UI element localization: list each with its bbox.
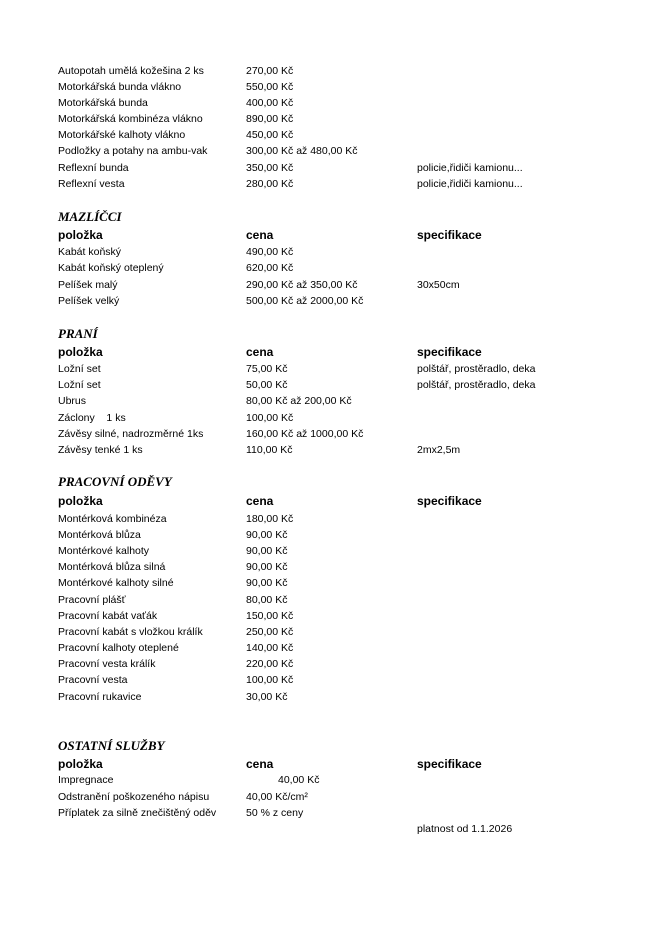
item-spec: 30x50cm [417,279,460,291]
list-item [0,543,666,559]
item-price: 550,00 Kč [246,81,294,93]
column-header-price: cena [246,757,274,771]
item-name: Motorkářská kombinéza vlákno [58,113,203,125]
list-item [0,393,666,409]
list-item [0,176,666,192]
validity-row [0,821,666,837]
list-item [0,361,666,377]
item-price: 40,00 Kč/cm² [246,791,308,803]
item-price: 90,00 Kč [246,545,288,557]
item-name: Ložní set [58,379,101,391]
column-header-item: položka [58,345,103,359]
item-name: Závěsy tenké 1 ks [58,444,143,456]
item-price: 40,00 Kč [278,774,320,786]
list-item [0,592,666,608]
item-name: Ložní set [58,363,101,375]
item-name: Kabát koňský [58,246,122,258]
column-header-spec: specifikace [417,494,482,508]
item-spec: polštář, prostěradlo, deka [417,379,536,391]
list-item [0,656,666,672]
item-name: Pracovní kabát s vložkou králík [58,626,203,638]
list-item [0,608,666,624]
list-item [0,410,666,426]
column-header-spec: specifikace [417,757,482,771]
item-price: 270,00 Kč [246,65,294,77]
item-price: 140,00 Kč [246,642,294,654]
item-name: Montérková blůza [58,529,141,541]
list-item [0,689,666,705]
item-name: Pracovní plášť [58,594,126,606]
list-item [0,127,666,143]
item-name: Montérková kombinéza [58,513,167,525]
item-price: 110,00 Kč [246,444,293,456]
list-item [0,377,666,393]
item-price: 90,00 Kč [246,561,288,573]
item-price: 80,00 Kč až 200,00 Kč [246,395,352,407]
item-name: Ubrus [58,395,87,407]
item-price: 350,00 Kč [246,162,294,174]
column-header-spec: specifikace [417,228,482,242]
item-price: 620,00 Kč [246,262,294,274]
item-price: 490,00 Kč [246,246,294,258]
list-item [0,442,666,458]
item-spec: 2mx2,5m [417,444,461,456]
validity-note: platnost od 1.1.2026 [417,823,513,835]
item-name: Pracovní kalhoty oteplené [58,642,179,654]
list-item [0,426,666,442]
item-name: Motorkářská bunda vlákno [58,81,182,93]
item-name: Pracovní vesta králík [58,658,156,670]
section-title-mazlicci: MAZLÍČCI [58,209,122,224]
column-header-row [0,493,666,509]
list-item [0,160,666,176]
item-name: Závěsy silné, nadrozměrné 1ks [58,428,204,440]
item-name: Montérkové kalhoty [58,545,150,557]
list-item [0,624,666,640]
list-item [0,672,666,688]
item-price: 160,00 Kč až 1000,00 Kč [246,428,364,440]
list-item [0,79,666,95]
item-name: Záclony 1 ks [58,412,126,424]
item-price: 75,00 Kč [246,363,288,375]
list-item [0,244,666,260]
item-name: Kabát koňský oteplený [58,262,164,274]
item-name: Montérková blůza silná [58,561,166,573]
item-price: 50,00 Kč [246,379,288,391]
column-header-item: položka [58,494,103,508]
item-price: 180,00 Kč [246,513,294,525]
list-item [0,640,666,656]
item-price: 450,00 Kč [246,129,294,141]
item-name: Příplatek za silně znečištěný oděv [58,807,217,819]
list-item [0,143,666,159]
item-name: Pracovní vesta [58,674,128,686]
list-item [0,277,666,293]
list-item [0,111,666,127]
item-price: 90,00 Kč [246,529,288,541]
list-item [0,805,666,821]
list-item [0,527,666,543]
item-name: Impregnace [58,774,114,786]
item-name: Reflexní bunda [58,162,129,174]
item-price: 100,00 Kč [246,412,294,424]
item-spec: polštář, prostěradlo, deka [417,363,536,375]
item-price: 400,00 Kč [246,97,294,109]
item-spec: policie,řidiči kamionu... [417,178,523,190]
column-header-row [0,756,666,772]
column-header-row [0,344,666,360]
column-header-row [0,227,666,243]
item-name: Odstranění poškozeného nápisu [58,791,210,803]
list-item [0,293,666,309]
item-name: Pelíšek velký [58,295,120,307]
section-title-prani: PRANÍ [58,326,98,341]
column-header-price: cena [246,228,274,242]
list-item [0,772,666,788]
list-item [0,789,666,805]
list-item [0,63,666,79]
item-price: 290,00 Kč až 350,00 Kč [246,279,358,291]
column-header-price: cena [246,345,274,359]
list-item [0,95,666,111]
item-price: 220,00 Kč [246,658,294,670]
item-spec: policie,řidiči kamionu... [417,162,523,174]
item-price: 250,00 Kč [246,626,294,638]
item-price: 80,00 Kč [246,594,288,606]
item-name: Pracovní rukavice [58,691,142,703]
column-header-spec: specifikace [417,345,482,359]
item-price: 150,00 Kč [246,610,294,622]
item-price: 280,00 Kč [246,178,294,190]
list-item [0,559,666,575]
item-name: Montérkové kalhoty silné [58,577,174,589]
item-price: 100,00 Kč [246,674,294,686]
item-price: 50 % z ceny [246,807,304,819]
section-title-ostatni: OSTATNÍ SLUŽBY [58,738,165,753]
list-item [0,511,666,527]
list-item [0,260,666,276]
item-price: 890,00 Kč [246,113,294,125]
item-name: Pracovní kabát vaťák [58,610,158,622]
item-name: Motorkářské kalhoty vlákno [58,129,186,141]
list-item [0,575,666,591]
item-price: 30,00 Kč [246,691,288,703]
item-name: Pelíšek malý [58,279,118,291]
item-price: 500,00 Kč až 2000,00 Kč [246,295,364,307]
column-header-item: položka [58,228,103,242]
item-price: 300,00 Kč až 480,00 Kč [246,145,358,157]
item-name: Reflexní vesta [58,178,125,190]
item-price: 90,00 Kč [246,577,288,589]
column-header-item: položka [58,757,103,771]
column-header-price: cena [246,494,274,508]
section-title-pracovni: PRACOVNÍ ODĚVY [58,474,172,489]
item-name: Autopotah umělá kožešina 2 ks [58,65,204,77]
item-name: Motorkářská bunda [58,97,148,109]
item-name: Podložky a potahy na ambu-vak [58,145,208,157]
